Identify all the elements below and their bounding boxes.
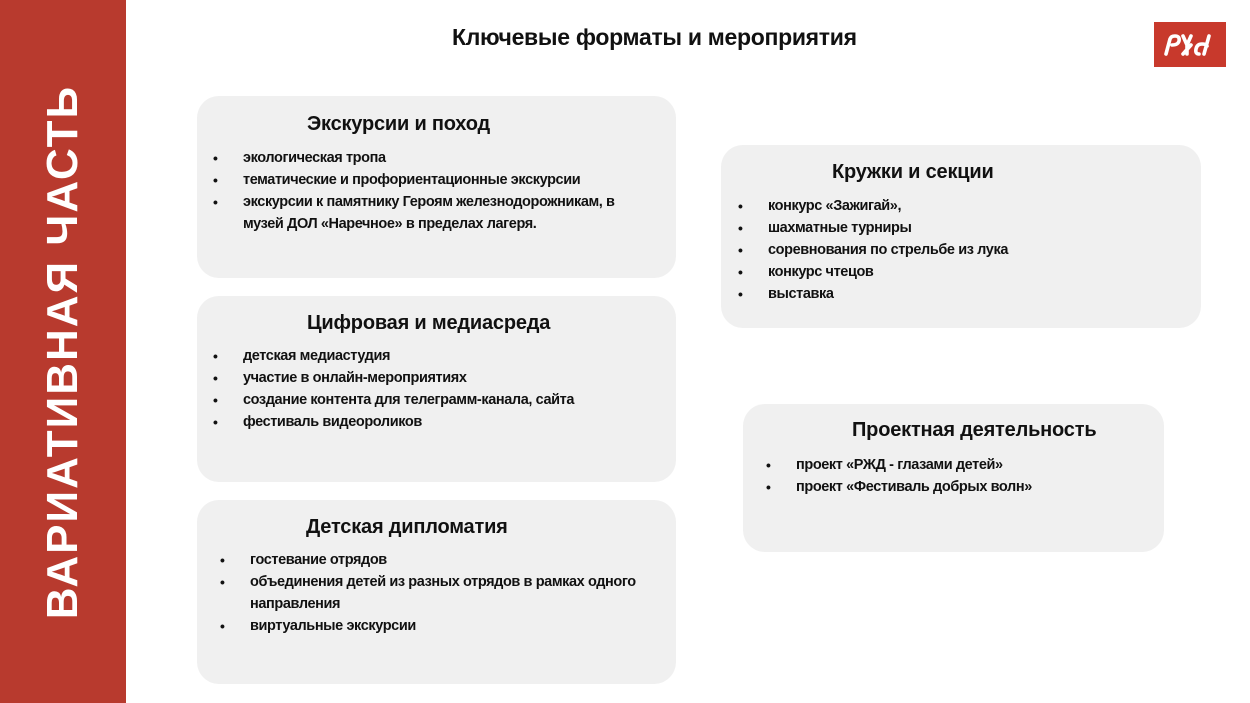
side-title: ВАРИАТИВНАЯ ЧАСТЬ (38, 84, 87, 620)
card-title: Детская дипломатия (306, 516, 508, 538)
page-title: Ключевые форматы и мероприятия (452, 24, 857, 50)
list-item: • тематические и профориентационные экскурсии (213, 169, 653, 191)
rzd-logo-mark (1161, 32, 1219, 58)
bullet-list (738, 195, 1178, 305)
list-item: • конкурс «Зажигай», (738, 195, 1178, 217)
list-item: • объединения детей из разных отрядов в рамках одного направления (220, 571, 660, 615)
list-item: • детская медиастудия (213, 345, 653, 367)
card-diplomacy (197, 500, 676, 684)
list-item: • проект «Фестиваль добрых волн» (766, 476, 1146, 498)
list-item: • соревнования по стрельбе из лука (738, 239, 1178, 261)
list-item: • проект «РЖД - глазами детей» (766, 454, 1146, 476)
card-title: Экскурсии и поход (307, 113, 490, 135)
list-item: • гостевание отрядов (220, 549, 660, 571)
list-item: • экологическая тропа (213, 147, 653, 169)
list-item: • участие в онлайн-мероприятиях (213, 367, 653, 389)
side-band (0, 0, 126, 703)
list-item: • экскурсии к памятнику Героям железнодорожникам, в музей ДОЛ «Наречное» в пределах лагеря. (213, 191, 653, 235)
list-item: • фестиваль видеороликов (213, 411, 653, 433)
card-title: Проектная деятельность (852, 419, 1097, 441)
bullet-list (213, 147, 653, 235)
list-item: • выставка (738, 283, 1178, 305)
bullet-list (766, 454, 1146, 498)
list-item: • создание контента для телеграмм-канала, сайта (213, 389, 653, 411)
rzd-logo-icon (1154, 22, 1226, 67)
list-item: • виртуальные экскурсии (220, 615, 660, 637)
card-excursions (197, 96, 676, 278)
card-clubs (721, 145, 1201, 328)
list-item: • шахматные турниры (738, 217, 1178, 239)
card-title: Цифровая и медиасреда (307, 312, 551, 334)
bullet-list (213, 345, 653, 433)
card-projects (743, 404, 1164, 552)
card-title: Кружки и секции (832, 161, 994, 183)
card-digital (197, 296, 676, 482)
list-item: • конкурс чтецов (738, 261, 1178, 283)
bullet-list (220, 549, 660, 637)
